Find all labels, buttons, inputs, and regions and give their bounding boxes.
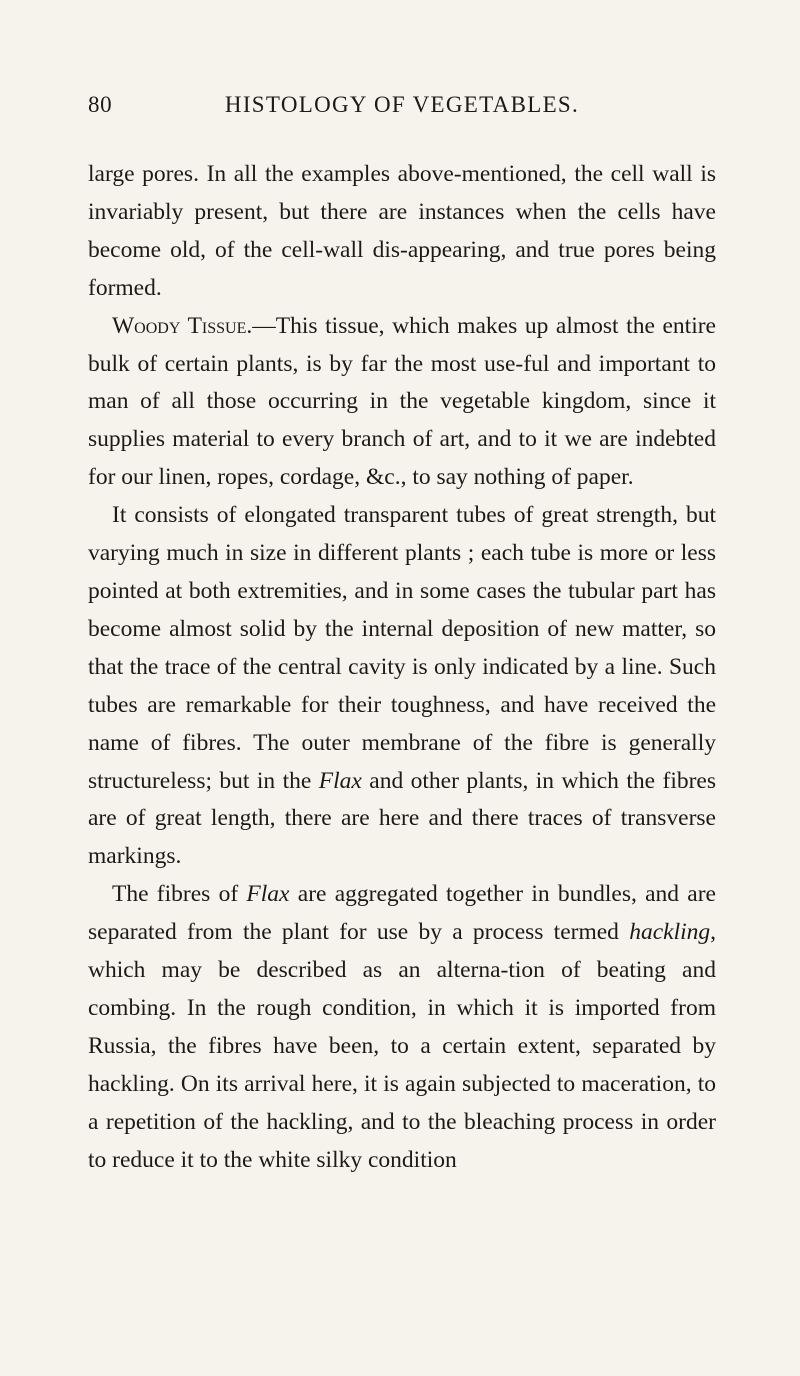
paragraph-text: are aggregated together in bundles, and are separated from the plant for use by a process termed xyxy=(88,881,716,946)
paragraph-4 xyxy=(88,876,716,1179)
italic-term-flax: Flax xyxy=(246,881,290,908)
paragraph-1 xyxy=(88,156,716,308)
paragraph-text: —This tissue, which makes up almost the entire bulk of certain plants, is by far the most use-ful and important to man of all those occurring in the vegetable kingdom, since it supplies material to every branch of art, and to it we are indebted for our linen, ropes, cordage, &c., to say nothing of paper. xyxy=(88,312,716,491)
paragraph-text: large pores. In all the examples above-mentioned, the cell wall is invariably present, but there are instances when the cells have become old, of the cell-wall dis-appearing, and true pores being formed. xyxy=(88,161,716,301)
paragraph-text: and other plants, in which the fibres are of great length, there are here and there traces of transverse markings. xyxy=(88,767,717,870)
paragraph-text: The fibres of xyxy=(112,881,247,908)
book-page xyxy=(88,92,716,1352)
section-heading-woody-tissue: Woody Tissue. xyxy=(112,312,253,339)
page-number: 80 xyxy=(88,92,113,117)
italic-term-hackling: hackling xyxy=(629,919,711,946)
paragraph-3 xyxy=(88,497,716,876)
italic-term-flax: Flax xyxy=(318,767,362,794)
running-head xyxy=(88,92,716,132)
body-text xyxy=(88,156,716,1179)
paragraph-text: , which may be described as an alterna-tion of beating and combing. In the rough condition, in which it is imported from Russia, the fibres have been, to a certain extent, separated by hackling. On its arrival here, it is again subjected to maceration, to a repetition of the hackling, and to the bleaching process in order to reduce it to the white silky condition xyxy=(88,919,716,1173)
running-title: HISTOLOGY OF VEGETABLES. xyxy=(224,92,580,117)
paragraph-2 xyxy=(88,308,716,498)
paragraph-text: It consists of elongated transparent tubes of great strength, but varying much in size in different plants ; each tube is more or less pointed at both extremities, and in some cases the tubular part has become almost solid by the internal deposition of new matter, so that the trace of the central cavity is only indicated by a line. Such tubes are remarkable for their toughness, and have received the name of fibres. The outer membrane of the fibre is generally structureless; but in the xyxy=(88,502,716,794)
